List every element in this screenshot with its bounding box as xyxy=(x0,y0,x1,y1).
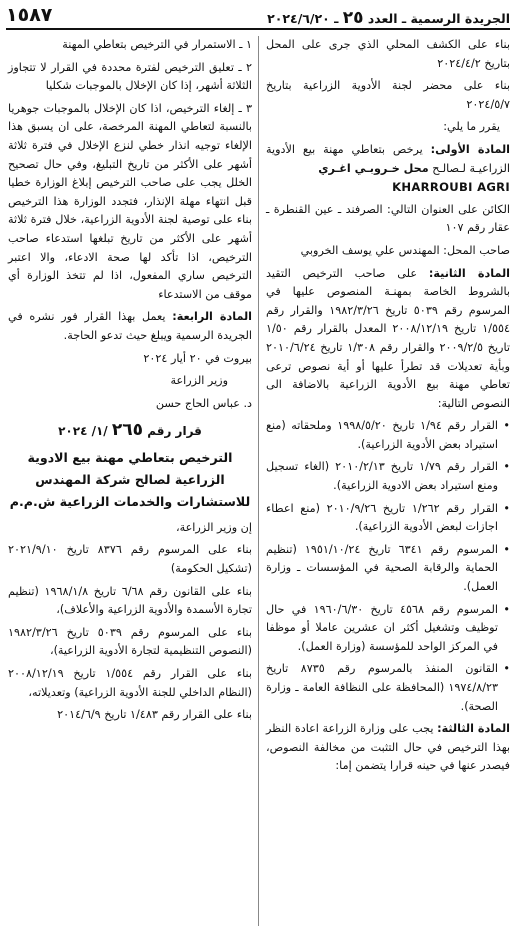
decision-heading xyxy=(8,421,252,441)
article-3 xyxy=(266,720,510,776)
option-continue: ١ ـ الاستمرار في الترخيص بتعاطي المهنة xyxy=(62,38,252,51)
list-item: بناء على المرسوم رقم ٨٣٧٦ تاريخ ٢٠٢١/٩/١٠ (تشكيل الحكومة) xyxy=(8,543,252,576)
shop-address: الكائن على العنوان التالي: الصرفند ـ عين القنطرة ـ عقار رقم ١٠٧ xyxy=(266,202,510,235)
decision-date: /١/ ٢٠٢٤ xyxy=(58,424,108,439)
basis-site-inspection: بناء على الكشف المحلي الذي جرى على المحل بتاريخ ٢٠٢٤/٤/٢ xyxy=(266,38,510,70)
header-rule xyxy=(6,28,510,30)
header-title xyxy=(267,8,510,28)
list-item: بناء على القانون رقم ٦/٦٨ تاريخ ١٩٦٨/١/٨ (تنظيم تجارة الأسمدة والأدوية الزراعية والأعلاف)، xyxy=(8,584,252,617)
left-column xyxy=(8,36,252,729)
list-item: بناء على القرار رقم ١/٥٥٤ تاريخ ٢٠٠٨/١٢/١٩ (النظام الداخلي للجنة الأدوية الزراعية) وتعديلاته، xyxy=(8,667,252,699)
list-item: • القرار رقم ١/٧٩ تاريخ ٢٠١٠/٢/١٣ (الغاء تسجيل ومنع استيراد بعض الادوية الزراعية). xyxy=(266,458,510,495)
shop-owner: صاحب المحل: المهندس علي يوسف الخروبي xyxy=(300,243,510,257)
article-2 xyxy=(266,265,510,414)
page-number: ١٥٨٧ xyxy=(6,4,53,26)
list-item: • القرار رقم ١/٩٤ تاريخ ١٩٩٨/٥/٢٠ وملحقاته (منع استيراد بعض الأدوية الزراعية). xyxy=(266,417,510,454)
decision-intro: إن وزير الزراعة، xyxy=(175,520,252,534)
list-item: • القرار رقم ١/٢٦٢ تاريخ ٢٠١٠/٩/٢٦ (منع اعطاء اجازات لبعض الأدوية الزراعية). xyxy=(266,500,510,537)
shop-name: محل خـروبـي اغـري xyxy=(318,161,429,175)
basis-committee-minutes: بناء على محضر لجنة الأدوية الزراعية بتاريخ ٢٠٢٤/٥/٧ xyxy=(266,79,510,111)
article-2-label: المادة الثانية: xyxy=(428,266,510,280)
list-item: • المرسوم رقم ٦٣٤١ تاريخ ١٩٥١/١٠/٢٤ (تنظيم الحماية والرقابة الصحية في المؤسسات ـ وزارة العمل). xyxy=(266,541,510,597)
right-column xyxy=(266,36,510,780)
issue-date: ـ ٢٠٢٤/٦/٢٠ xyxy=(267,11,339,26)
article-2-text: على صاحب الترخيص التقيد بالشروط الخاصة بمهنـة المنصوص عليها في المرسوم رقم ٥٠٣٩ تاريخ ١٩٨٢/٣/٢٦ والقرار رقم ١/٥٥٤ تاريخ ٢٠٠٨/١٢/١٩ المعدل بالقرار رقم ١/٥٠ تاريخ ٢٠٠٩/٢/٥ والقرار رقم ١/٣٠٨ تاريخ ٢٠١٠/٦/٢٤ وبأية تعديلات قد تطرأ عليها أو أية نصوص ترعى تعاطي مهنة بيع الأدوية الزراعية بالاضافة الى النصوص التالية: xyxy=(266,266,511,410)
page-header xyxy=(6,4,510,30)
decides-line: يقرر ما يلي: xyxy=(443,120,500,134)
option-suspend: ٢ ـ تعليق الترخيص لفترة محددة في القرار لا تتجاوز الثلاثة أشهر، إذا كان الإخلال بالموجبات شكليا xyxy=(8,60,252,93)
list-item: • القانون المنفذ بالمرسوم رقم ٨٧٣٥ تاريخ ١٩٧٤/٨/٢٣ (المحافظة على النظافة العامة ـ وزارة الصحة). xyxy=(266,660,510,716)
decision-title: الترخيص بتعاطي مهنة بيع الادوية الزراعية لصالح شركة المهندس للاستشارات والخدمات الزراعية ش.م.م xyxy=(9,449,251,509)
shop-name-latin: KHARROUBI AGRI xyxy=(392,180,510,195)
column-divider xyxy=(258,36,259,926)
article-1 xyxy=(266,141,510,197)
minister-title: وزير الزراعة xyxy=(170,374,228,388)
list-item: بناء على المرسوم رقم ٥٠٣٩ تاريخ ١٩٨٢/٣/٢٦ (النصوص التنظيمية لتجارة الأدوية الزراعية)، xyxy=(8,625,252,658)
list-item: • المرسوم رقم ٤٥٦٨ تاريخ ١٩٦٠/٦/٣٠ في حال توظيف وتشغيل أكثر ان عشرين عاملا أو موظفا في المركز الواحد للمؤسسة (وزارة العمل). xyxy=(266,601,510,657)
article-4-label: المادة الرابعة: xyxy=(172,310,252,324)
decision-prefix: قرار رقم xyxy=(147,424,202,439)
list-item: بناء على القرار رقم ١/٤٨٣ تاريخ ٢٠١٤/٦/٩ xyxy=(57,708,252,722)
article-3-label: المادة الثالثة: xyxy=(437,722,510,736)
option-revoke: ٣ ـ إلغاء الترخيص، اذا كان الإخلال بالموجبات جوهريا بالنسبة لتعاطي المهنة المرخصة، على ان يسبق هذا الإلغاء توجيه انذار خطي لنزع الإخلال في فترة ثلاثة أشهر على الأكثر من تاريخ التبليغ، وفي حال تصحيح الخلل يجب على صاحب الترخيص إبلاغ الوزارة خطيا قبل انتهاء مهلة الإنذار، فتجدد الوزارة هذا الترخيص بناء على توصية لجنة الأدوية الزراعية، خلال فترة ثلاثة أشهر على الأكثر من تاريخ تبلغها استدعاء صاحب الترخيص، اذا تأكد لها صحة الادعاء، والا اعتبر الترخيص ساري المفعول، اذا لم تتخذ الوزارة أي موقف من الاستدعاء xyxy=(8,101,252,301)
article-4-text: يعمل بهذا القرار فور نشره في الجريدة الرسمية ويبلغ حيث تدعو الحاجة. xyxy=(8,310,252,342)
article-1-label: المادة الأولى: xyxy=(430,142,511,156)
minister-name: د. عباس الحاج حسن xyxy=(155,396,252,410)
place-date: بيروت في ٢٠ أيار ٢٠٢٤ xyxy=(143,351,252,365)
article-4 xyxy=(8,308,252,345)
article-3-text: يجب على وزارة الزراعة اعادة النظر بهذا الترخيص في حال التثبت من مخالفة النصوص، فيصدر عنها في حينه قرارا يتضمن إما: xyxy=(266,722,510,773)
decision-number: ٢٦٥ xyxy=(111,420,143,441)
journal-name: الجريدة الرسمية ـ العدد xyxy=(367,11,510,26)
article-1-text: يرخص بتعاطي مهنة بيع الأدوية الزراعيـة لـصالـح xyxy=(266,142,510,175)
issue-number: ٢٥ xyxy=(342,8,364,28)
